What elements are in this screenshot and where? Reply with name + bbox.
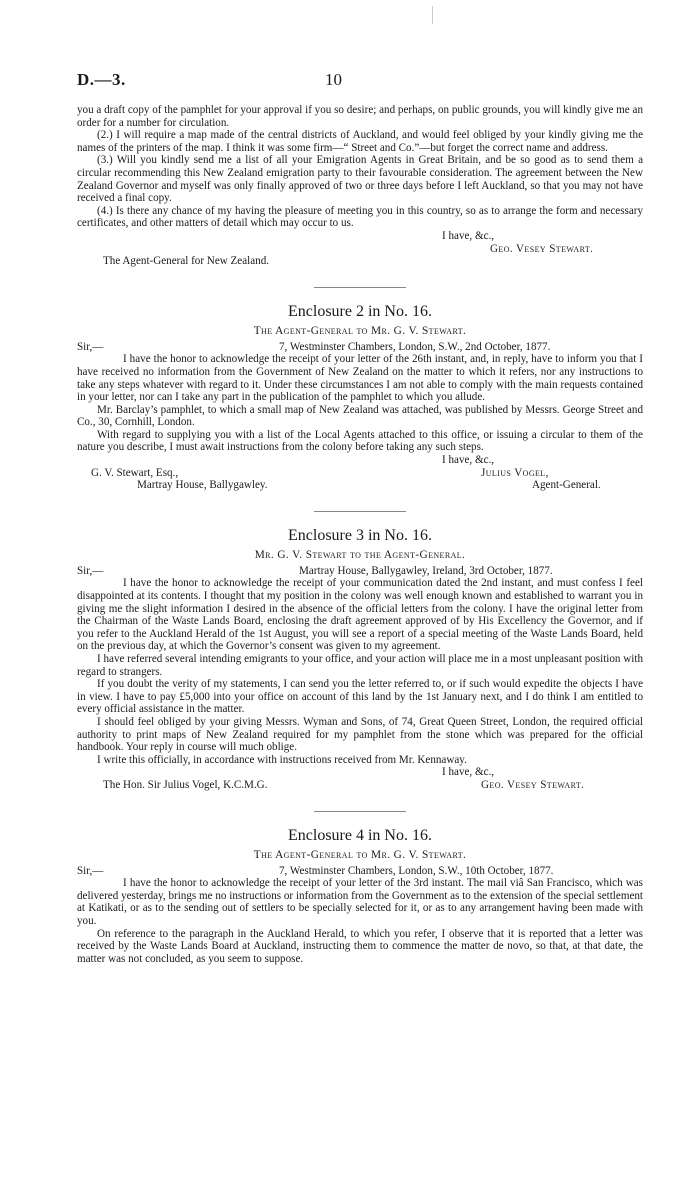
enclosure-4 <box>77 826 643 966</box>
signature-row <box>77 467 643 480</box>
salutation-row <box>77 341 643 354</box>
enclosure-3 <box>77 526 643 792</box>
enclosure-title: Enclosure 3 in No. 16. <box>288 526 432 544</box>
paragraph: (3.) Will you kindly send me a list of all your Emigration Agents in Great Britain, and be so good as to send them a circular recommending this New Zealand emigration party to their favourable consideration. The agreement between the New Zealand Governor and myself was only finally approved of two or three days before I left Auckland, so that you may not have received a final copy. <box>77 154 643 205</box>
paragraph: I have referred several intending emigrants to your office, and your action will place me in a most unpleasant position with regard to strangers. <box>77 653 643 678</box>
signature-row <box>77 779 643 792</box>
signature-title: Agent-General. <box>532 479 601 492</box>
enclosure-subtitle: The Agent-General to Mr. G. V. Stewart. <box>253 324 467 337</box>
section-divider <box>314 811 406 812</box>
page-header <box>77 70 642 92</box>
paragraph: I write this officially, in accordance with instructions received from Mr. Kennaway. <box>97 753 467 766</box>
paragraph: you a draft copy of the pamphlet for your approval if you so desire; and perhaps, on public grounds, you will kindly give me an order for a number for circulation. <box>77 104 643 129</box>
sender-address: 7, Westminster Chambers, London, S.W., 10th October, 1877. <box>279 864 554 877</box>
closing: I have, &c., <box>442 454 495 467</box>
document-reference: D.—3. <box>77 70 126 89</box>
closing-line <box>77 454 643 467</box>
paragraph: (4.) Is there any chance of my having the pleasure of meeting you in this country, so as to arrange the form and necessary certificates, and other matters of detail which may occur to us. <box>77 204 643 230</box>
document-body <box>77 104 643 965</box>
paragraph: With regard to supplying you with a list of the Local Agents attached to this office, or issuing a circular to them of the nature you describe, I must await instructions from the colony before taking any such steps. <box>77 428 643 454</box>
sender-address: Martray House, Ballygawley, Ireland, 3rd October, 1877. <box>299 564 553 577</box>
paragraph: I have the honor to acknowledge the receipt of your communication dated the 2nd instant, and must confess I feel disappointed at its contents. I thought that my position in the colony was well enough known and established to warrant you in giving me the slight information I desired in the absence of the official letters from the colony. I have the original letter from the Chairman of the Waste Lands Board, enclosing the draft agreement approved of by His Excellency the Governor, and if you refer to the Auckland Herald of the 1st August, you will see a report of a special meeting of the Waste Lands Board, held on the previous day, at which the Governor’s consent was given to my agreement. <box>77 577 643 653</box>
paragraph: I have the honor to acknowledge the receipt of your letter of the 26th instant, and, in reply, have to inform you that I have received no information from the Government of New Zealand on the matter to which it refers, nor any instructions to take any steps whatever with regard to it. Under these circumstances I am not able to comply with the main requests contained in your letter, nor can I take any part in the publication of the pamphlet to which you allude. <box>77 353 643 404</box>
salutation-row <box>77 865 643 878</box>
paragraph: If you doubt the verity of my statements, I can send you the letter referred to, or if such would expedite the objects I have in view. I have to pay £5,000 into your office on account of this land by the 1st January next, and I do think I am entitled to every official assistance in the matter. <box>77 678 643 716</box>
addressee: The Agent-General for New Zealand. <box>103 255 270 268</box>
recipient-name: G. V. Stewart, Esq., <box>91 466 179 479</box>
paragraph: I should feel obliged by your giving Messrs. Wyman and Sons, of 74, Great Queen Street, London, the required official authority to print maps of New Zealand required for my pamphlet from the stone which was prepared for the official handbook. Your reply in course will much oblige. <box>77 715 643 754</box>
page-number: 10 <box>325 70 342 89</box>
paragraph: On reference to the paragraph in the Auckland Herald, to which you refer, I observe that it is reported that a letter was received by the Waste Lands Board at Auckland, instructing them to commence the matter de novo, so that, at that date, the matter was not concluded, as you seem to suppose. <box>77 927 643 965</box>
recipient-address: Martray House, Ballygawley. <box>137 479 268 492</box>
salutation: Sir,— <box>77 864 104 877</box>
addressee: The Hon. Sir Julius Vogel, K.C.M.G. <box>103 778 268 791</box>
margin-mark <box>432 6 433 24</box>
letter-continuation <box>77 104 643 268</box>
salutation: Sir,— <box>77 340 104 353</box>
closing-line <box>77 766 643 779</box>
enclosure-subtitle: The Agent-General to Mr. G. V. Stewart. <box>253 848 467 861</box>
section-divider <box>314 287 406 288</box>
paragraph: I have the honor to acknowledge the receipt of your letter of the 3rd instant. The mail viâ San Francisco, which was delivered yesterday, brings me no instructions or information from the Government as to the extension of the special settlement at Katikati, or as to the sending out of settlers to be specially selected for it, or as to any arrangement having been made with you. <box>77 877 643 927</box>
enclosure-subtitle: Mr. G. V. Stewart to the Agent-General. <box>254 548 466 561</box>
closing-line <box>77 230 643 243</box>
salutation: Sir,— <box>77 564 104 577</box>
sender-address: 7, Westminster Chambers, London, S.W., 2nd October, 1877. <box>279 340 551 353</box>
signature-row <box>77 479 643 492</box>
signature: Geo. Vesey Stewart. <box>490 242 594 255</box>
enclosure-title: Enclosure 2 in No. 16. <box>288 302 432 320</box>
enclosure-2 <box>77 302 643 492</box>
section-divider <box>314 511 406 512</box>
closing: I have, &c., <box>442 229 495 242</box>
signature-line <box>77 243 643 256</box>
closing: I have, &c., <box>442 766 495 779</box>
signature: Julius Vogel, <box>481 466 549 479</box>
paragraph: (2.) I will require a map made of the central districts of Auckland, and would feel obliged by your kindly giving me the names of the printers of the map. I think it was some firm—“ Street and Co.”—but forget the correct name and address. <box>77 129 643 154</box>
salutation-row <box>77 565 643 578</box>
signature: Geo. Vesey Stewart. <box>481 778 585 791</box>
enclosure-title: Enclosure 4 in No. 16. <box>288 826 432 844</box>
paragraph: Mr. Barclay’s pamphlet, to which a small map of New Zealand was attached, was published by Messrs. George Street and Co., 30, Cornhill, London. <box>77 403 643 429</box>
